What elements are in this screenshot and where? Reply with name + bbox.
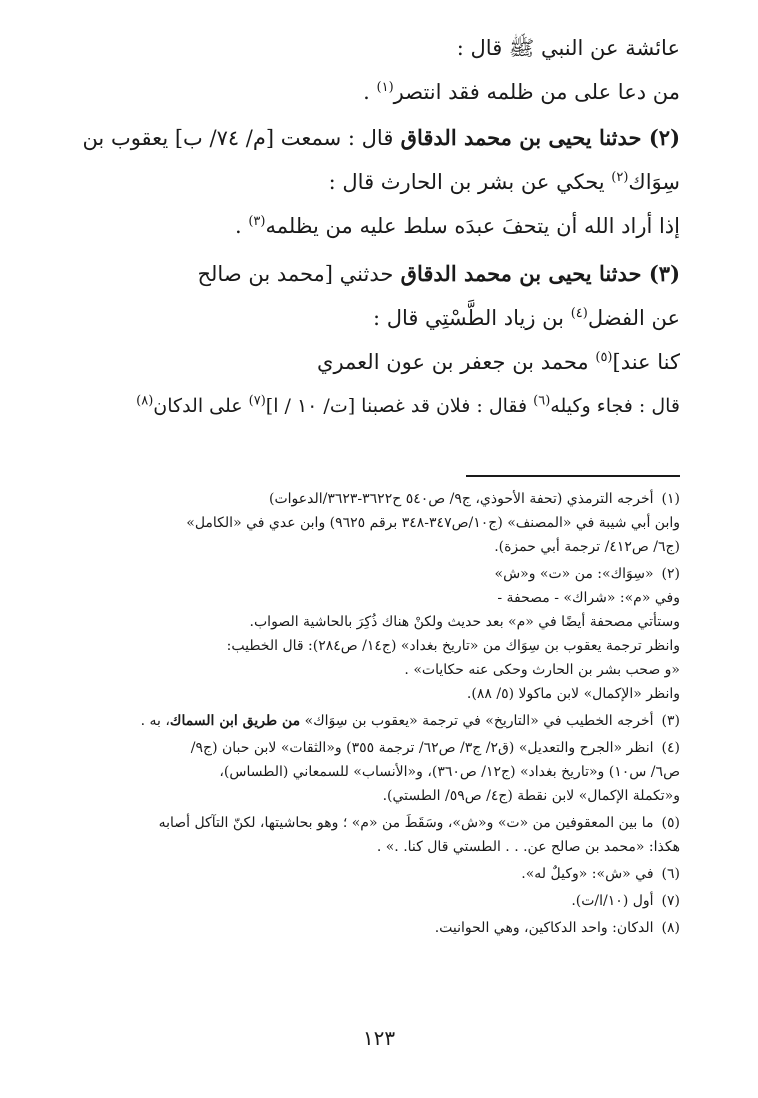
- footnote-6: [80, 862, 680, 886]
- footnote-ref[interactable]: (١): [376, 80, 394, 95]
- text-span: فقال : فلان قد غصبنا [ت/ ١٠ / ا]: [265, 395, 534, 417]
- footnotes: [80, 487, 680, 943]
- footnote-text: الدكان: واحد الدكاكين، وهي الحوانيت.: [434, 920, 654, 936]
- footnote-3: [80, 709, 680, 733]
- footnote-line: [80, 916, 680, 940]
- footnote-ref[interactable]: (٤): [570, 306, 588, 321]
- footnote-text: ص٦/ س١٠) و«تاريخ بغداد» (ج١٢/ ص٣٦٠)، و«الأنساب» للسمعاني (الطساس)،: [219, 764, 680, 780]
- footnote-text: وانظر ترجمة يعقوب بن سِوَاك من «تاريخ بغداد» (ج١٤/ ص٢٨٤): قال الخطيب:: [226, 638, 680, 654]
- footnote-line: [80, 862, 680, 886]
- text-span: .: [234, 214, 249, 238]
- footnote-text: (ج٦/ ص٤١٢/ ترجمة أبي حمزة).: [494, 539, 680, 555]
- text-span: عن الفضل: [587, 306, 680, 330]
- footnote-line: [80, 535, 680, 559]
- text-span: من دعا على من ظلمه فقد انتصر: [393, 80, 680, 104]
- footnote-line: [80, 487, 680, 511]
- footnote-text: «سِوَاك»: من «ت» و«ش»: [494, 566, 654, 582]
- paragraph-number: (٢): [648, 125, 680, 150]
- footnote-ref[interactable]: (٥): [595, 350, 613, 365]
- text-span: إذا أراد الله أن يتحفَ عبدَه سلط عليه من يظلمه: [265, 214, 680, 238]
- footnote-text: ما بين المعقوفين من «ت» و«ش»، وسَقَطَ من «م» ؛ وهو بحاشيتها، لكنّ التآكل أصابه: [158, 815, 654, 831]
- footnote-line: [80, 709, 680, 733]
- footnote-number: (١): [661, 491, 680, 507]
- footnote-text: هكذا: «محمد بن صالح عن. . . الطستي قال كنا. .» .: [376, 839, 680, 855]
- footnote-line: [80, 736, 680, 760]
- footnote-2: [80, 562, 680, 706]
- text-span: حدثني [محمد بن صالح: [197, 262, 394, 286]
- footnote-line: [80, 760, 680, 784]
- footnote-line: [80, 889, 680, 913]
- footnote-ref[interactable]: (٨): [136, 393, 154, 409]
- footnote-text: انظر «الجرح والتعديل» (ق٢/ ج٣/ ص٦٢/ ترجمة ٣٥٥) و«الثقات» لابن حبان (ج٩/: [190, 740, 654, 756]
- footnote-divider: [466, 475, 680, 477]
- footnote-text: وفي «م»: «شراك» - مصحفة -: [497, 590, 680, 606]
- footnote-number: (٨): [661, 920, 680, 936]
- footnote-text: أول (١٠/ا/ت).: [571, 893, 654, 909]
- text-line: [80, 348, 680, 392]
- footnote-text: وستأتي مصحفة أيضًا في «م» بعد حديث ولكنْ هناك ذُكِرَ بالحاشية الصواب.: [249, 614, 680, 630]
- text-span: [82, 124, 680, 168]
- footnote-line: [80, 586, 680, 610]
- text-line: [80, 168, 680, 212]
- footnote-text: وابن أبي شيبة في «المصنف» (ج١٠/ص٣٤٧-٣٤٨ برقم ٩٦٢٥) وابن عدي في «الكامل»: [186, 515, 680, 531]
- text-line: [80, 392, 680, 436]
- footnote-8: [80, 916, 680, 940]
- narrator-name: حدثنا يحيى بن محمد الدقاق: [393, 125, 649, 150]
- text-span: محمد بن جعفر بن عون العمري: [317, 350, 596, 374]
- footnote-number: (٦): [661, 866, 680, 882]
- text-span: على الدكان: [153, 395, 249, 417]
- footnote-text: من طريق ابن السماك: [169, 713, 301, 729]
- footnote-number: (٢): [661, 566, 680, 582]
- text-line: [80, 34, 680, 78]
- footnote-4: [80, 736, 680, 808]
- footnote-text: و«تكملة الإكمال» لابن نقطة (ج٤/ ص٥٩/ الطستي).: [382, 788, 680, 804]
- footnote-text: ، به .: [140, 713, 170, 729]
- footnote-text: وانظر «الإكمال» لابن ماكولا (٥/ ٨٨).: [466, 686, 680, 702]
- footnote-1: [80, 487, 680, 559]
- main-text: [80, 34, 680, 436]
- text-line: [80, 78, 680, 124]
- text-span: يحكي عن بشر بن الحارث قال :: [328, 170, 612, 194]
- footnote-line: [80, 682, 680, 706]
- footnote-ref[interactable]: (٦): [533, 393, 551, 409]
- footnote-ref[interactable]: (٧): [248, 393, 266, 409]
- footnote-line: [80, 634, 680, 658]
- text-span: كنا عند]: [612, 350, 680, 374]
- text-line: [80, 260, 680, 304]
- footnote-ref[interactable]: (٣): [248, 214, 266, 229]
- text-span: عائشة عن النبي ﷺ قال :: [456, 36, 680, 60]
- text-line: [80, 124, 680, 168]
- footnote-number: (٥): [661, 815, 680, 831]
- footnote-number: (٣): [661, 713, 680, 729]
- footnote-line: [80, 835, 680, 859]
- footnote-number: (٧): [661, 893, 680, 909]
- narrator-name: حدثنا يحيى بن محمد الدقاق: [393, 261, 649, 286]
- text-line: [80, 304, 680, 348]
- text-span: سِوَاك: [628, 170, 680, 194]
- paragraph-number: (٣): [648, 261, 680, 286]
- footnote-text: في «ش»: «وكيلٌ له».: [521, 866, 654, 882]
- footnote-line: [80, 511, 680, 535]
- footnote-5: [80, 811, 680, 859]
- text-line: [80, 212, 680, 260]
- text-span: .: [363, 80, 377, 104]
- footnote-number: (٤): [661, 740, 680, 756]
- footnote-line: [80, 610, 680, 634]
- footnote-line: [80, 658, 680, 682]
- footnote-text: «و صحب بشر بن الحارث وحكى عنه حكايات» .: [404, 662, 680, 678]
- footnote-line: [80, 784, 680, 808]
- footnote-ref[interactable]: (٢): [611, 170, 629, 185]
- footnote-7: [80, 889, 680, 913]
- page-number: ١٢٣: [362, 1026, 396, 1050]
- footnote-text: أخرجه الخطيب في «التاريخ» في ترجمة «يعقوب بن سِوَاك»: [300, 713, 654, 729]
- text-span: قال : سمعت [م/ ٧٤/ ب] يعقوب بن: [82, 126, 394, 150]
- footnote-text: أخرجه الترمذي (تحفة الأحوذي، ج٩/ ص٥٤٠ ح٣٦٢٢-٣٦٢٣/الدعوات): [268, 491, 654, 507]
- footnote-line: [80, 562, 680, 586]
- footnote-line: [80, 811, 680, 835]
- text-span: قال : فجاء وكيله: [550, 395, 680, 417]
- text-span: بن زياد الطَّسْتِي قال :: [372, 306, 571, 330]
